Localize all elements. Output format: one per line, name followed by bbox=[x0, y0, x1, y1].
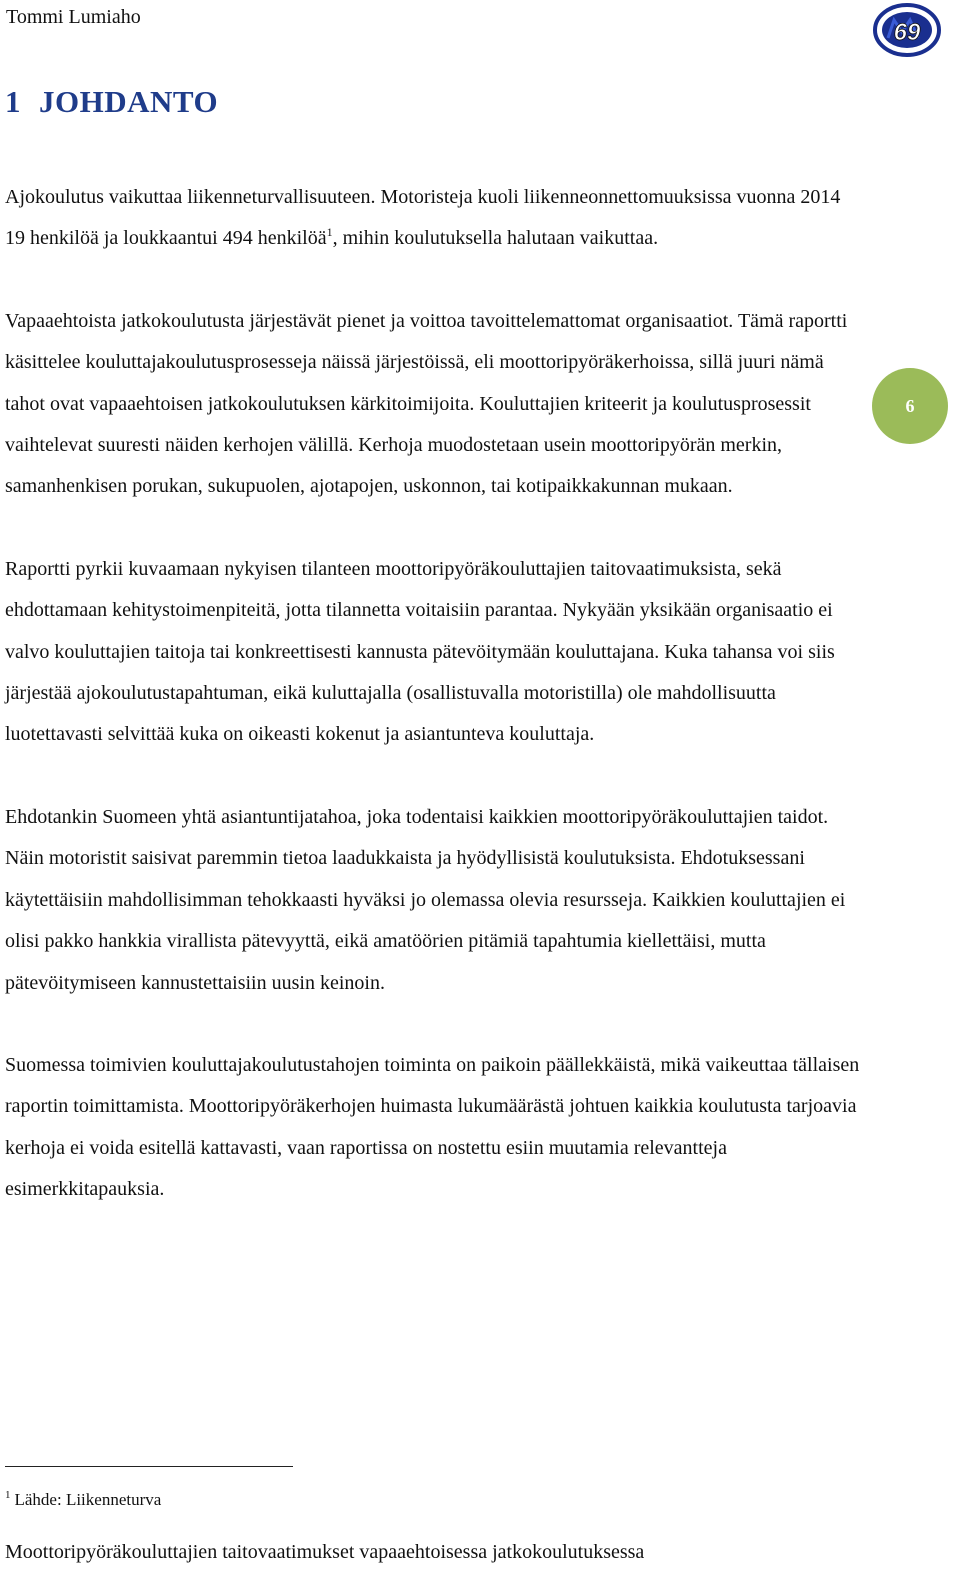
paragraph: Raportti pyrkii kuvaamaan nykyisen tilanteen moottoripyöräkouluttajien taitovaatimuksista, sekä ehdottamaan kehitystoimenpiteitä, jotta tilannetta voitaisiin parantaa. Nykyään yksikään organisaatio ei valvo kouluttajien taitoja tai konkreettisesti kannusta pätevöitymään kouluttajana. Kuka tahansa voi siis järjestää ajokoulutustapahtuman, eikä kuluttajalla (osallistuvalla motoristilla) ole mahdollisuutta luotettavasti selvittää kuka on oikeasti kokenut ja asiantunteva kouluttaja. bbox=[5, 557, 835, 746]
page-number-badge: 6 bbox=[872, 368, 948, 444]
page-footer: Moottoripyöräkouluttajien taitovaatimukset vapaaehtoisessa jatkokoulutuksessa bbox=[5, 1541, 645, 1563]
section-heading bbox=[5, 84, 218, 120]
paragraph-text: , mihin koulutuksella halutaan vaikuttaa. bbox=[332, 227, 659, 250]
paragraph-text: Ajokoulutus vaikuttaa liikenneturvallisuuteen. Motoristeja kuoli liikenneonnettomuuksissa vuonna 2014 19 henkilöä ja loukkaantui 494 henkilöä bbox=[5, 186, 841, 250]
paragraph: Ehdotankin Suomeen yhtä asiantuntijatahoa, joka todentaisi kaikkien moottoripyöräkouluttajien taidot. Näin motoristit saisivat paremmin tietoa laadukkaista ja hyödyllisistä koulutuksista. Ehdotuksessani käytettäisiin mahdollisimman tehokkaasti hyväksi jo olemassa olevia resursseja. Kaikkien kouluttajien ei olisi pakko hankkia virallista pätevyyttä, eikä amatöörien pitämiä tapahtumia kiellettäisi, mutta pätevöitymiseen kannustettaisiin uusin keinoin. bbox=[5, 805, 846, 994]
section-number: 1 bbox=[5, 84, 21, 119]
logo-text: 69 bbox=[893, 19, 921, 46]
footnote-divider bbox=[5, 1466, 293, 1467]
section-title: JOHDANTO bbox=[39, 84, 219, 119]
footnote-ref[interactable]: 1 bbox=[326, 225, 333, 240]
paragraph: Vapaaehtoista jatkokoulutusta järjestävät pienet ja voittoa tavoittelemattomat organisaatiot. Tämä raportti käsittelee kouluttajakoulutusprosesseja näissä järjestöissä, eli moottoripyöräkerhoissa, sillä juuri nämä tahot ovat vapaaehtoisen jatkokoulutuksen kärkitoimijoita. Kouluttajien kriteerit ja koulutusprosessit vaihtelevat suuresti näiden kerhojen välillä. Kerhoja muodostetaan usein moottoripyörän merkin, samanhenkisen porukan, sukupuolen, ajotapojen, uskonnon, tai kotipaikkakunnan mukaan. bbox=[5, 309, 848, 498]
footnote-text: Lähde: Liikenneturva bbox=[14, 1490, 162, 1509]
paragraph: Suomessa toimivien kouluttajakoulutustahojen toiminta on paikoin päällekkäistä, mikä vaikeuttaa tällaisen raportin toimittamista. Moottoripyöräkerhojen huimasta lukumäärästä johtuen kaikkia koulutusta tarjoavia kerhoja ei voida esitellä kattavasti, vaan raportissa on nostettu esiin muutamia relevantteja esimerkkitapauksia. bbox=[5, 1053, 860, 1201]
body-text bbox=[5, 177, 860, 1252]
footnote-number: 1 bbox=[5, 1489, 11, 1501]
paragraph bbox=[5, 177, 860, 260]
footnote bbox=[5, 1490, 161, 1510]
header-author: Tommi Lumiaho bbox=[6, 6, 141, 28]
club-logo-icon bbox=[872, 2, 942, 58]
